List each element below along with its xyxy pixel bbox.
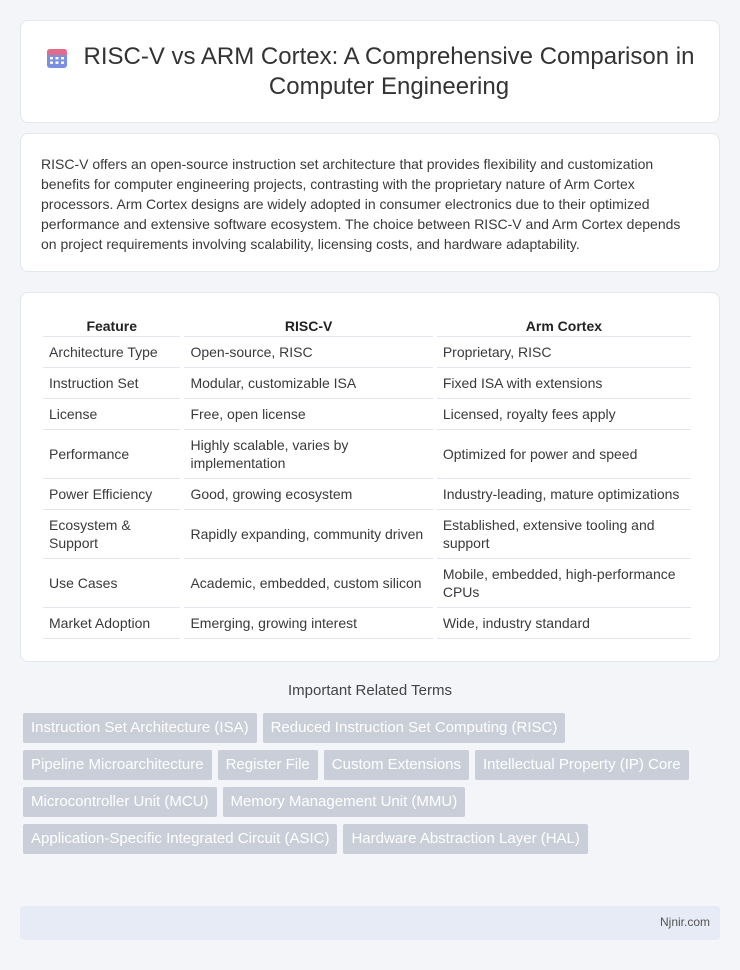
title-wrap bbox=[45, 42, 695, 102]
tag-pipeline-microarchitecture[interactable]: Pipeline Microarchitecture bbox=[23, 750, 212, 780]
feature-cell: Performance bbox=[43, 430, 180, 479]
table-row bbox=[43, 608, 691, 639]
feature-cell: Power Efficiency bbox=[43, 479, 180, 510]
table-row bbox=[43, 479, 691, 510]
riscv-cell: Free, open license bbox=[184, 399, 432, 430]
arm-cell: Optimized for power and speed bbox=[437, 430, 691, 479]
header-arm-cortex: Arm Cortex bbox=[437, 313, 691, 337]
arm-cell: Proprietary, RISC bbox=[437, 337, 691, 368]
intro-paragraph: RISC-V offers an open-source instruction set architecture that provides flexibility and customization benefits for computer engineering projects, contrasting with the proprietary nature of Arm Cortex processors. Arm Cortex designs are widely adopted in consumer electronics due to their optimized performance and extensive software ecosystem. The choice between RISC-V and Arm Cortex depends on project requirements involving scalability, licensing costs, and hardware adaptability. bbox=[41, 156, 681, 252]
arm-cell: Established, extensive tooling and support bbox=[437, 510, 691, 559]
arm-cell: Wide, industry standard bbox=[437, 608, 691, 639]
table-row bbox=[43, 510, 691, 559]
related-terms-heading: Important Related Terms bbox=[288, 682, 452, 699]
tag-ip-core[interactable]: Intellectual Property (IP) Core bbox=[475, 750, 689, 780]
arm-cell: Fixed ISA with extensions bbox=[437, 368, 691, 399]
header-riscv: RISC-V bbox=[184, 313, 432, 337]
feature-cell: Market Adoption bbox=[43, 608, 180, 639]
table-row bbox=[43, 368, 691, 399]
table-row bbox=[43, 399, 691, 430]
calendar-icon bbox=[45, 46, 69, 70]
tag-risc[interactable]: Reduced Instruction Set Computing (RISC) bbox=[263, 713, 566, 743]
comparison-card bbox=[20, 292, 720, 662]
tag-asic[interactable]: Application-Specific Integrated Circuit (ASIC) bbox=[23, 824, 337, 854]
footer-site-link[interactable]: Njnir.com bbox=[659, 915, 710, 929]
arm-cell: Licensed, royalty fees apply bbox=[437, 399, 691, 430]
riscv-cell: Academic, embedded, custom silicon bbox=[184, 559, 432, 608]
table-row bbox=[43, 430, 691, 479]
riscv-cell: Good, growing ecosystem bbox=[184, 479, 432, 510]
footer bbox=[20, 906, 720, 940]
feature-cell: License bbox=[43, 399, 180, 430]
table-row bbox=[43, 559, 691, 608]
tag-mcu[interactable]: Microcontroller Unit (MCU) bbox=[23, 787, 217, 817]
arm-cell: Mobile, embedded, high-performance CPUs bbox=[437, 559, 691, 608]
riscv-cell: Open-source, RISC bbox=[184, 337, 432, 368]
arm-cell: Industry-leading, mature optimizations bbox=[437, 479, 691, 510]
tag-isa[interactable]: Instruction Set Architecture (ISA) bbox=[23, 713, 257, 743]
table-header-row bbox=[43, 313, 691, 337]
tag-mmu[interactable]: Memory Management Unit (MMU) bbox=[223, 787, 466, 817]
riscv-cell: Modular, customizable ISA bbox=[184, 368, 432, 399]
tag-custom-extensions[interactable]: Custom Extensions bbox=[324, 750, 469, 780]
riscv-cell: Rapidly expanding, community driven bbox=[184, 510, 432, 559]
riscv-cell: Highly scalable, varies by implementation bbox=[184, 430, 432, 479]
intro-card bbox=[20, 133, 720, 272]
header-feature: Feature bbox=[43, 313, 180, 337]
related-terms-list bbox=[23, 713, 723, 854]
tag-register-file[interactable]: Register File bbox=[218, 750, 318, 780]
title-card bbox=[20, 20, 720, 123]
riscv-cell: Emerging, growing interest bbox=[184, 608, 432, 639]
table-row bbox=[43, 337, 691, 368]
page-title: RISC-V vs ARM Cortex: A Comprehensive Comparison in Computer Engineering bbox=[83, 42, 695, 100]
feature-cell: Architecture Type bbox=[43, 337, 180, 368]
feature-cell: Instruction Set bbox=[43, 368, 180, 399]
feature-cell: Ecosystem & Support bbox=[43, 510, 180, 559]
comparison-table bbox=[39, 313, 695, 639]
feature-cell: Use Cases bbox=[43, 559, 180, 608]
tag-hal[interactable]: Hardware Abstraction Layer (HAL) bbox=[343, 824, 587, 854]
